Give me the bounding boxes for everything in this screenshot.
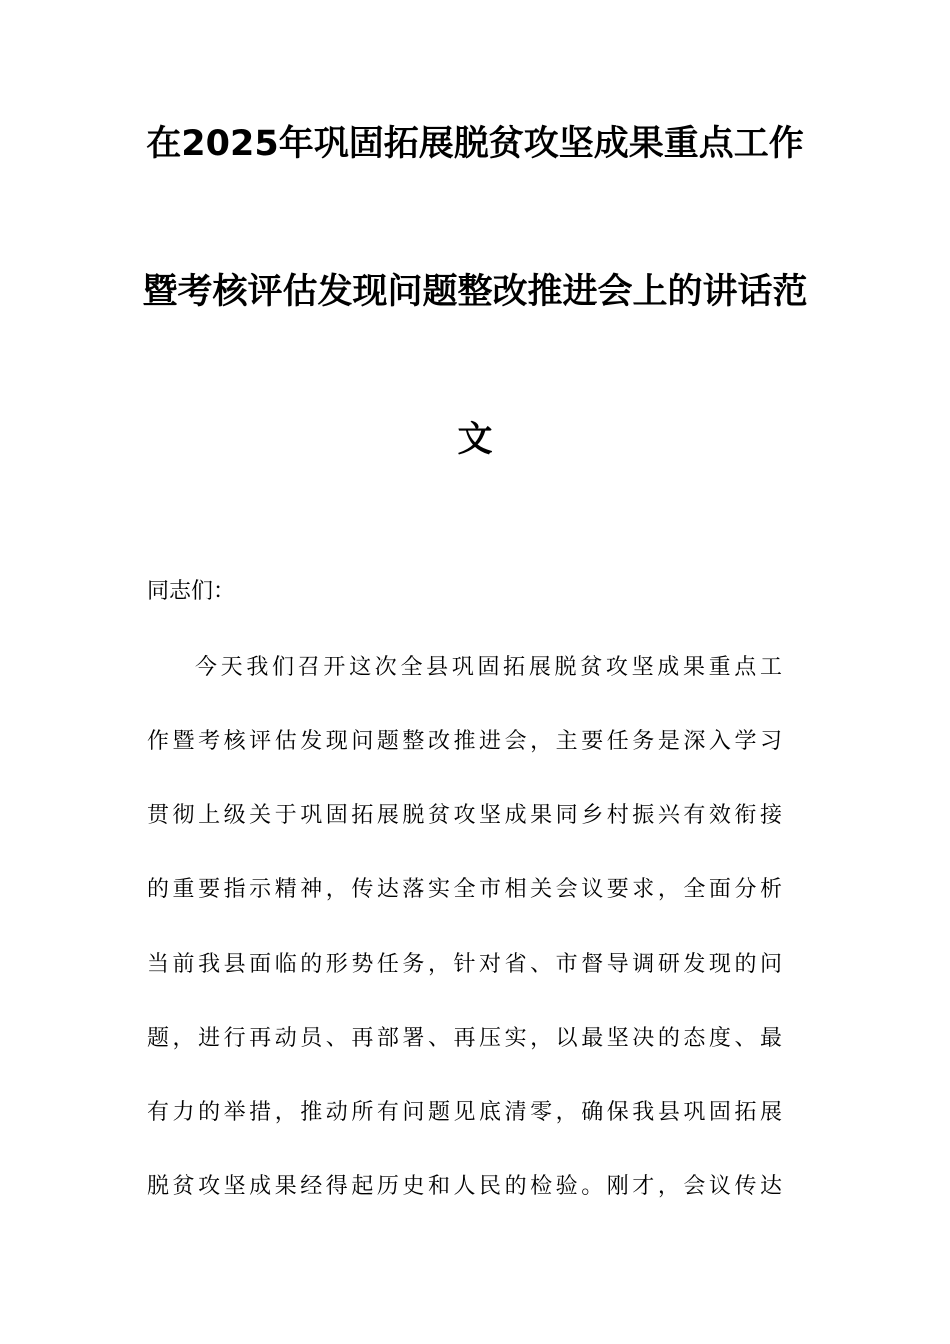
body-line-5: 当前我县面临的形势任务，针对省、市督导调研发现的问	[147, 952, 782, 977]
salutation: 同志们：	[147, 579, 236, 604]
title-line-2: 暨考核评估发现问题整改推进会上的讲话范	[142, 272, 808, 312]
body-line-2: 作暨考核评估发现问题整改推进会，主要任务是深入学习	[147, 729, 782, 754]
title-line-1: 在2025年巩固拓展脱贫攻坚成果重点工作	[146, 124, 804, 164]
body-line-4: 的重要指示精神，传达落实全市相关会议要求，全面分析	[147, 877, 782, 902]
body-line-8: 脱贫攻坚成果经得起历史和人民的检验。刚才，会议传达	[147, 1174, 782, 1199]
body-line-6: 题，进行再动员、再部署、再压实，以最坚决的态度、最	[147, 1026, 782, 1051]
body-line-7: 有力的举措，推动所有问题见底清零，确保我县巩固拓展	[147, 1100, 782, 1125]
body-line-3: 贯彻上级关于巩固拓展脱贫攻坚成果同乡村振兴有效衔接	[147, 803, 782, 828]
body-line-1: 今天我们召开这次全县巩固拓展脱贫攻坚成果重点工	[195, 655, 782, 680]
title-line-3: 文	[457, 420, 493, 460]
